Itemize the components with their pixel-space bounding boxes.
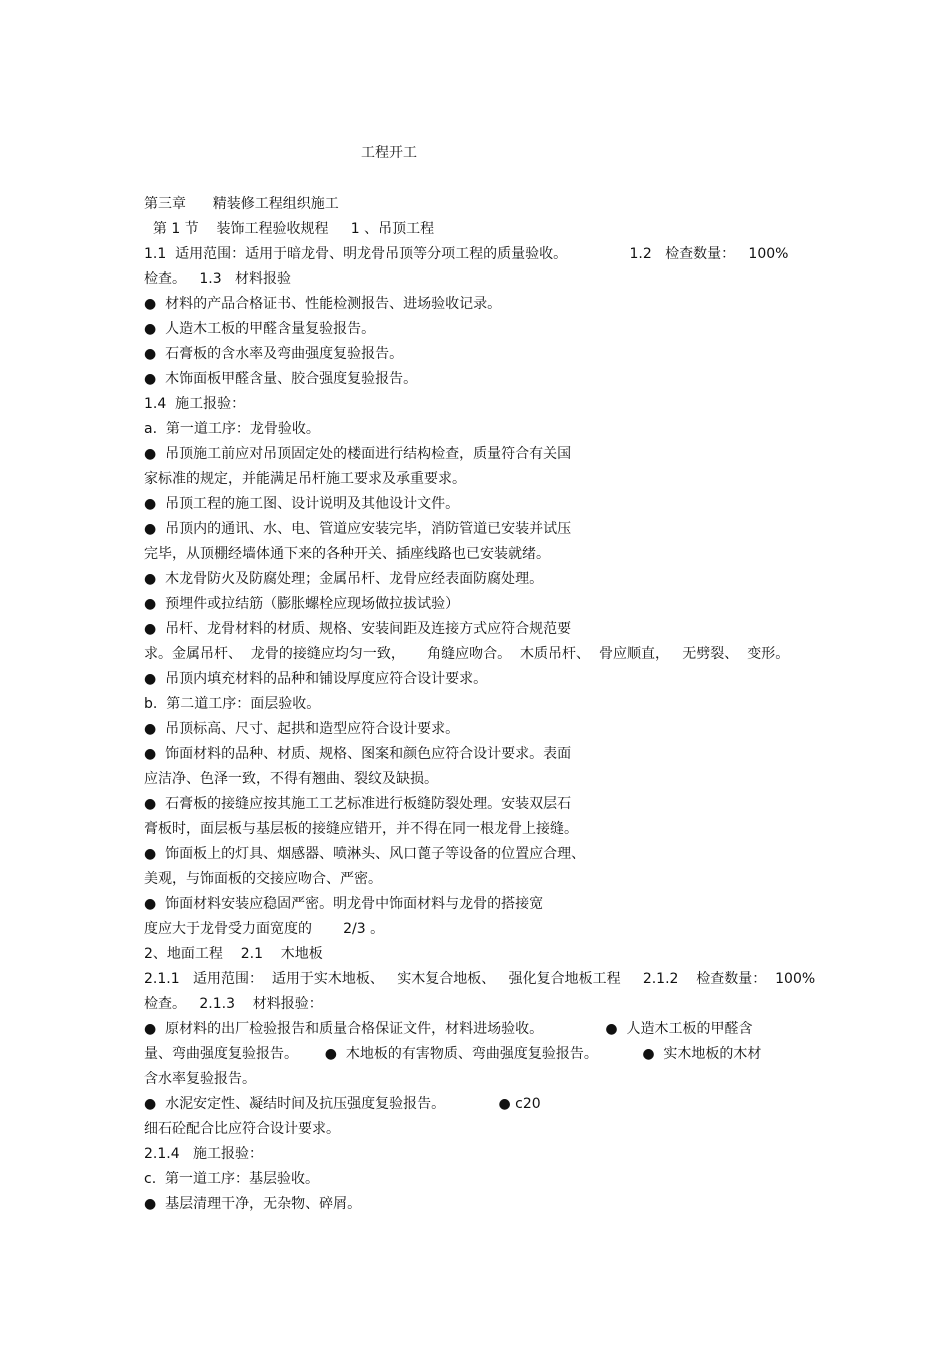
text-line: ● 吊顶内的通讯、水、电、管道应安装完毕，消防管道已安装并试压 — [144, 521, 572, 537]
text-line: 家标准的规定，并能满足吊杆施工要求及承重要求。 — [144, 471, 466, 487]
text-line: 完毕，从顶棚经墙体通下来的各种开关、插座线路也已安装就绪。 — [144, 546, 550, 562]
text-line: ● 吊顶施工前应对吊顶固定处的楼面进行结构检查，质量符合有关国 — [144, 446, 572, 462]
text-line: 求。金属吊杆、 龙骨的接缝应均匀一致， 角缝应吻合。 木质吊杆、 骨应顺直， 无劈裂、 变形。 — [144, 646, 790, 662]
text-line: ● 饰面材料的品种、材质、规格、图案和颜色应符合设计要求。表面 — [144, 746, 572, 762]
text-line: c. 第一道工序：基层验收。 — [144, 1171, 320, 1187]
text-line: ● 石膏板的含水率及弯曲强度复验报告。 — [144, 346, 404, 362]
text-line: 2、地面工程 2.1 木地板 — [144, 946, 323, 962]
text-line: 1.4 施工报验： — [144, 396, 246, 412]
text-line: 检查。 2.1.3 材料报验： — [144, 996, 323, 1012]
text-line: ● 预埋件或拉结筋（膨胀螺栓应现场做拉拔试验） — [144, 596, 460, 612]
text-line: 细石砼配合比应符合设计要求。 — [144, 1121, 340, 1137]
text-line: 量、弯曲强度复验报告。 ● 木地板的有害物质、弯曲强度复验报告。 ● 实木地板的木材 — [144, 1046, 762, 1062]
text-line: 2.1.4 施工报验： — [144, 1146, 263, 1162]
text-line: ● 人造木工板的甲醛含量复验报告。 — [144, 321, 376, 337]
text-line: 检查。 1.3 材料报验 — [144, 271, 291, 287]
text-line: ● 基层清理干净，无杂物、碎屑。 — [144, 1196, 362, 1212]
text-line: 美观，与饰面板的交接应吻合、严密。 — [144, 871, 382, 887]
text-line: ● 木饰面板甲醛含量、胶合强度复验报告。 — [144, 371, 418, 387]
text-line: 含水率复验报告。 — [144, 1071, 256, 1087]
text-line: ● 石膏板的接缝应按其施工工艺标准进行板缝防裂处理。安装双层石 — [144, 796, 572, 812]
text-line: 度应大于龙骨受力面宽度的 2/3 。 — [144, 921, 385, 937]
page-title: 工程开工 — [361, 145, 417, 161]
text-line: ● 饰面板上的灯具、烟感器、喷淋头、风口蓖子等设备的位置应合理、 — [144, 846, 586, 862]
text-line: ● 饰面材料安装应稳固严密。明龙骨中饰面材料与龙骨的搭接宽 — [144, 896, 544, 912]
text-line: ● 吊顶工程的施工图、设计说明及其他设计文件。 — [144, 496, 460, 512]
text-line: ● 木龙骨防火及防腐处理；金属吊杆、龙骨应经表面防腐处理。 — [144, 571, 544, 587]
document-body — [144, 192, 834, 1217]
text-line: 2.1.1 适用范围： 适用于实木地板、 实木复合地板、 强化复合地板工程 2.1.2 检查数量： 100% — [144, 971, 816, 987]
text-line: ● 吊杆、龙骨材料的材质、规格、安装间距及连接方式应符合规范要 — [144, 621, 572, 637]
text-line: 第三章 精装修工程组织施工 — [144, 196, 339, 212]
text-line: ● 水泥安定性、凝结时间及抗压强度复验报告。 ● c20 — [144, 1096, 541, 1112]
text-line: 膏板时，面层板与基层板的接缝应错开，并不得在同一根龙骨上接缝。 — [144, 821, 578, 837]
text-line: a. 第一道工序：龙骨验收。 — [144, 421, 320, 437]
text-line: b. 第二道工序：面层验收。 — [144, 696, 321, 712]
text-line: ● 原材料的出厂检验报告和质量合格保证文件，材料进场验收。 ● 人造木工板的甲醛含 — [144, 1021, 753, 1037]
text-line: 应洁净、色泽一致，不得有翘曲、裂纹及缺损。 — [144, 771, 438, 787]
text-line: 第 1 节 装饰工程验收规程 1 、吊顶工程 — [144, 221, 435, 237]
text-line: ● 材料的产品合格证书、性能检测报告、进场验收记录。 — [144, 296, 502, 312]
text-line: ● 吊顶标高、尺寸、起拱和造型应符合设计要求。 — [144, 721, 460, 737]
text-line: ● 吊顶内填充材料的品种和铺设厚度应符合设计要求。 — [144, 671, 488, 687]
text-line: 1.1 适用范围：适用于暗龙骨、明龙骨吊顶等分项工程的质量验收。 1.2 检查数量： 100% — [144, 246, 789, 262]
